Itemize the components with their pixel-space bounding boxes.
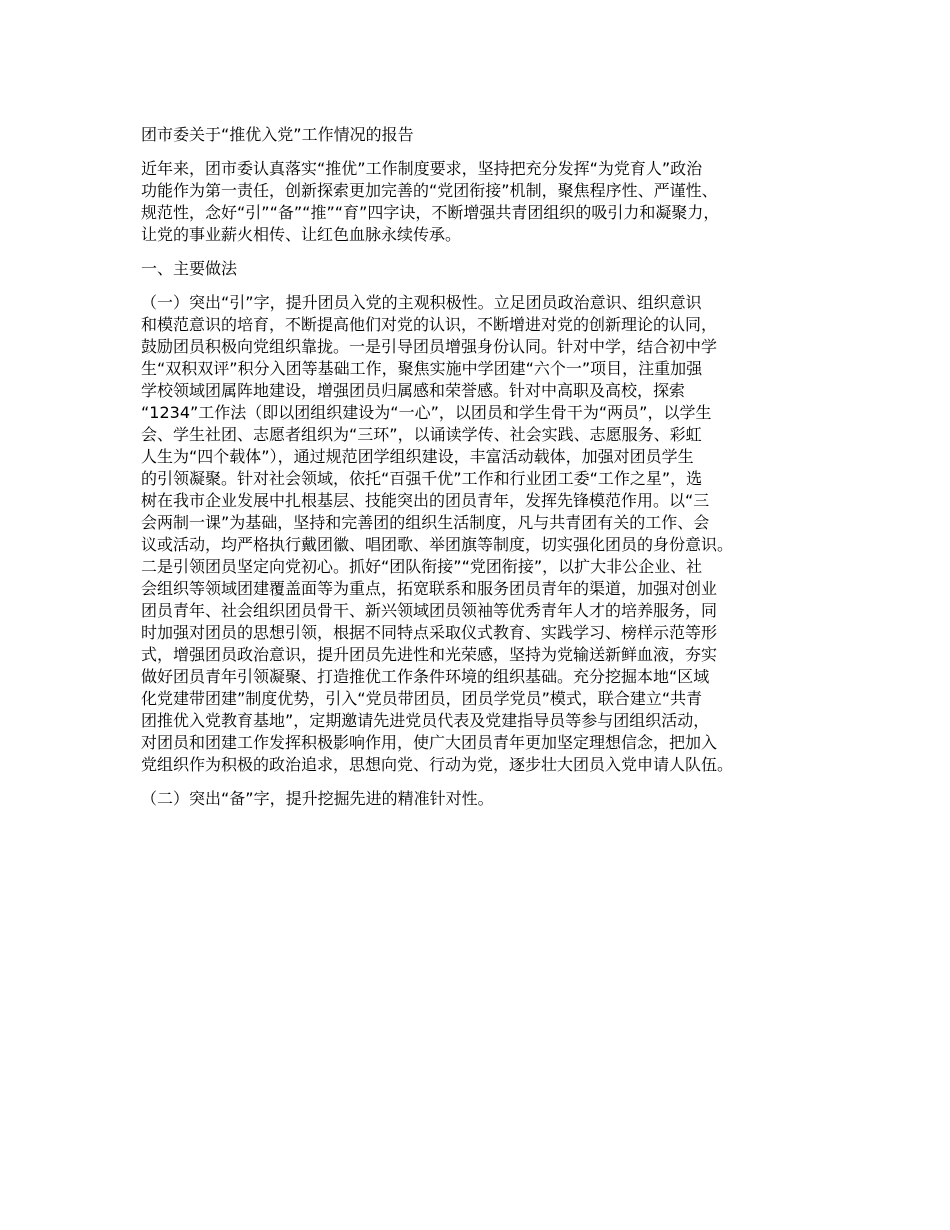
text-line: “1234”工作法（即以团组织建设为“一心”，以团员和学生骨干为“两员”，以学生 bbox=[141, 403, 712, 422]
text-line: 式，增强团员政治意识，提升团员先进性和光荣感，坚持为党输送新鲜血液，夯实 bbox=[141, 645, 718, 664]
text-line: 学校领域团属阵地建设，增强团员归属感和荣誉感。针对中高职及高校，探索 bbox=[141, 381, 686, 400]
text-line: 会组织等领域团建覆盖面等为重点，拓宽联系和服务团员青年的渠道，加强对创业 bbox=[141, 579, 718, 598]
section-heading bbox=[141, 258, 821, 280]
text-line: 的引领凝聚。针对社会领域，依托“百强千优”工作和行业团工委“工作之星”，选 bbox=[141, 469, 703, 488]
text-line: 时加强对团员的思想引领，根据不同特点采取仪式教育、实践学习、榜样示范等形 bbox=[141, 623, 718, 642]
text-line: 一、主要做法 bbox=[141, 259, 238, 278]
text-line: 功能作为第一责任，创新探索更加完善的“党团衔接”机制，聚焦程序性、严谨性、 bbox=[141, 181, 718, 200]
document-content bbox=[141, 124, 821, 822]
text-line: （二）突出“备”字，提升挖掘先进的精准针对性。 bbox=[141, 789, 494, 808]
text-line: 团推优入党教育基地”，定期邀请先进党员代表及党建指导员等参与团组织活动， bbox=[141, 711, 710, 730]
paragraph bbox=[141, 292, 821, 776]
text-line: 化党建带团建”制度优势，引入“党员带团员，团员学党员”模式，联合建立“共青 bbox=[141, 689, 703, 708]
text-line: 和模范意识的培育，不断提高他们对党的认识，不断增进对党的创新理论的认同， bbox=[141, 315, 718, 334]
text-line: 做好团员青年引领凝聚、打造推优工作条件环境的组织基础。充分挖掘本地“区域 bbox=[141, 667, 710, 686]
text-line: 会、学生社团、志愿者组织为“三环”，以诵读学传、社会实践、志愿服务、彩虹 bbox=[141, 425, 702, 444]
paragraph bbox=[141, 158, 821, 246]
text-line: 议或活动，均严格执行戴团徽、唱团歌、举团旗等制度，切实强化团员的身份意识。 bbox=[141, 535, 734, 554]
text-line: 让党的事业薪火相传、让红色血脉永续传承。 bbox=[141, 225, 462, 244]
text-line: 二是引领团员坚定向党初心。抓好“团队衔接”“党团衔接”，以扩大非公企业、社 bbox=[141, 557, 703, 576]
text-line: 人生为“四个载体”），通过规范团学组织建设，丰富活动载体，加强对团员学生 bbox=[141, 447, 694, 466]
text-line: 会两制一课”为基础，坚持和完善团的组织生活制度，凡与共青团有关的工作、会 bbox=[141, 513, 710, 532]
paragraph bbox=[141, 788, 821, 810]
text-line: 近年来，团市委认真落实“推优”工作制度要求，坚持把充分发挥“为党育人”政治 bbox=[141, 159, 703, 178]
text-line: 对团员和团建工作发挥积极影响作用，使广大团员青年更加坚定理想信念，把加入 bbox=[141, 733, 718, 752]
text-line: 规范性，念好“引”“备”“推”“育”四字诀，不断增强共青团组织的吸引力和凝聚力， bbox=[141, 203, 720, 222]
text-line: 生“双积双评”积分入团等基础工作，聚焦实施中学团建“六个一”项目，注重加强 bbox=[141, 359, 703, 378]
text-line: 鼓励团员积极向党组织靠拢。一是引导团员增强身份认同。针对中学，结合初中学 bbox=[141, 337, 718, 356]
text-line: 树在我市企业发展中扎根基层、技能突出的团员青年，发挥先锋模范作用。以“三 bbox=[141, 491, 710, 510]
text-line: （一）突出“引”字，提升团员入党的主观积极性。立足团员政治意识、组织意识 bbox=[141, 293, 702, 312]
text-line: 党组织作为积极的政治追求，思想向党、行动为党，逐步壮大团员入党申请人队伍。 bbox=[141, 755, 734, 774]
document-title: 团市委关于“推优入党”工作情况的报告 bbox=[141, 125, 414, 144]
document-body bbox=[141, 158, 821, 810]
text-line: 团员青年、社会组织团员骨干、新兴领域团员领袖等优秀青年人才的培养服务，同 bbox=[141, 601, 718, 620]
